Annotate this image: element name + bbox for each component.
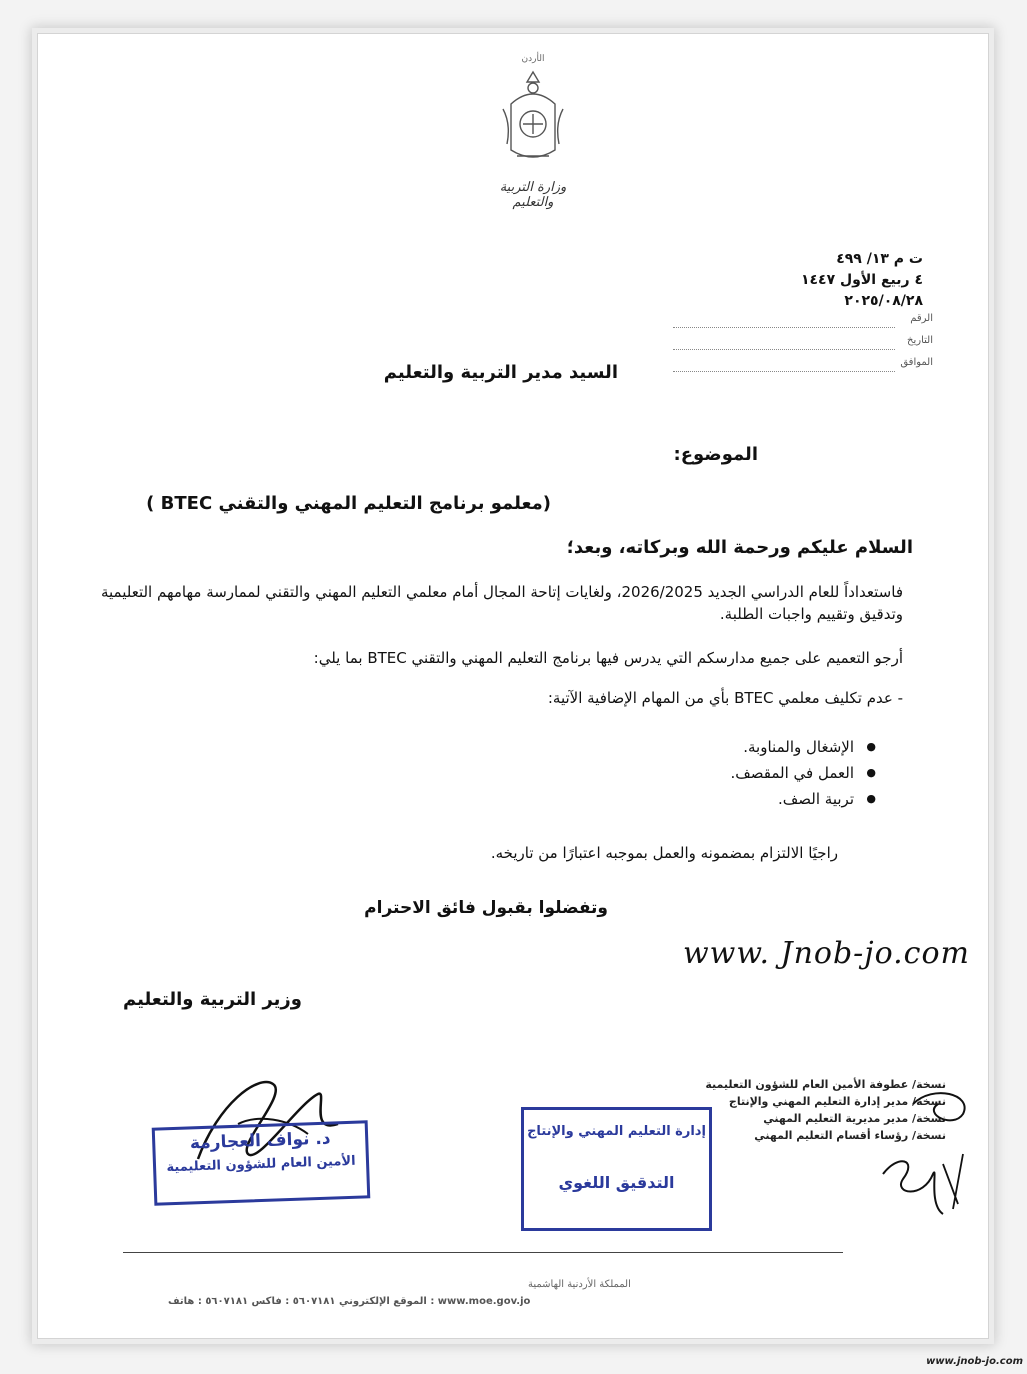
label-corresponding: الموافق: [900, 357, 933, 368]
meta-labels: [673, 299, 933, 379]
royal-crest-icon: [493, 64, 573, 174]
copy-line: نسخة/ مدير مديرية التعليم المهني: [763, 1112, 946, 1125]
watermark: www. Jnob-jo.com: [683, 936, 970, 971]
copy-line: نسخة/ عطوفة الأمين العام للشؤون التعليمية: [705, 1078, 946, 1091]
closing-text: وتفضلوا بقبول فائق الاحترام: [364, 898, 608, 918]
list-item: ● العمل في المقصف.: [730, 760, 876, 786]
paragraph-2: أرجو التعميم على جميع مدارسكم التي يدرس فيها برنامج التعليم المهني والتقني BTEC بما يلي:: [313, 649, 903, 667]
label-date: التاريخ: [907, 335, 933, 346]
list-item: ● الإشغال والمناوبة.: [730, 734, 876, 760]
secretary-stamp: [152, 1120, 371, 1205]
review-stamp-department: إدارة التعليم المهني والإنتاج: [527, 1124, 706, 1139]
site-credit[interactable]: www.jnob-jo.com: [926, 1356, 1023, 1367]
footer-contact: www.moe.gov.jo : الموقع الإلكتروني ٥٦٠٧١٨١ : فاكس ٥٦٠٧١٨١ : هاتف: [168, 1296, 531, 1307]
document-page: [37, 33, 989, 1339]
commitment-text: راجيًا الالتزام بمضمونه والعمل بموجبه اعتبارًا من تاريخه.: [490, 844, 838, 862]
reference-number: ت م ١٣/ ٤٩٩: [836, 251, 923, 267]
crest-top-text: الأردن: [521, 54, 545, 64]
stamp-name: د. نواف العجارمة: [189, 1128, 331, 1154]
initials-scribble: [843, 1074, 983, 1224]
list-item: ● تربية الصف.: [730, 786, 876, 812]
gregorian-date: ٢٠٢٥/٠٨/٢٨: [844, 293, 923, 309]
footer-kingdom: المملكة الأردنية الهاشمية: [528, 1279, 631, 1290]
ministry-logo-text: وزارة التربية والتعليم: [499, 180, 567, 210]
letterhead: [478, 54, 588, 210]
footer-divider: [123, 1252, 843, 1253]
hijri-date: ٤ ربيع الأول ١٤٤٧: [800, 272, 923, 288]
paragraph-3: - عدم تكليف معلمي BTEC بأي من المهام الإضافية الآتية:: [547, 689, 903, 707]
task-list: [730, 734, 876, 812]
signatory-title: وزير التربية والتعليم: [123, 989, 302, 1010]
copy-line: نسخة/ مدير إدارة التعليم المهني والإنتاج: [728, 1095, 946, 1108]
label-number: الرقم: [910, 313, 933, 324]
greeting: السلام عليكم ورحمة الله وبركاته، وبعد؛: [566, 537, 913, 558]
paragraph-1: فاستعداداً للعام الدراسي الجديد 2026/2025، ولغايات إتاحة المجال أمام معلمي التعليم المهني والتقني لممارسة مهامهم التعليمية وتدقيق وتقييم واجبات الطلبة.: [100, 583, 903, 623]
stamp-role: الأمين العام للشؤون التعليمية: [166, 1153, 356, 1176]
review-stamp-label: التدقيق اللغوي: [558, 1173, 675, 1192]
addressee: السيد مدير التربية والتعليم: [383, 362, 618, 383]
subject-title: (معلمو برنامج التعليم المهني والتقني BTEC ): [146, 493, 551, 514]
subject-label: الموضوع:: [673, 444, 758, 465]
copy-line: نسخة/ رؤساء أقسام التعليم المهني: [754, 1129, 946, 1142]
